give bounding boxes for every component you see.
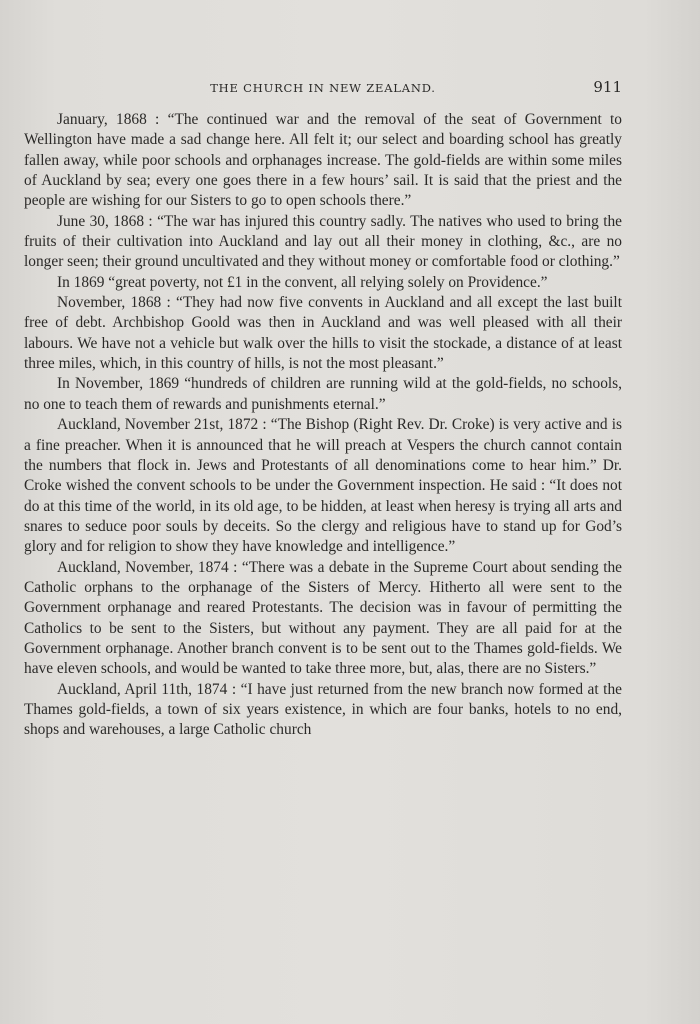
running-head bbox=[24, 79, 622, 97]
paragraph-november-1874: Auckland, November, 1874 : “There was a debate in the Supreme Court about sending the Catholic orphans to the orphanage of the Sisters of Mercy. Hitherto all were sent to the Government orphanage and reared Protestants. The decision was in favour of permitting the Catholics to be sent to the Sisters, but without any payment. They are all paid for at the Government orphanage. Another branch convent is to be sent out to the Thames gold-fields. We have eleven schools, and would be wanted to take three more, but, alas, there are no Sisters.” bbox=[24, 558, 622, 678]
page-number: 911 bbox=[593, 78, 622, 96]
paragraph-1869-poverty: In 1869 “great poverty, not £1 in the convent, all relying solely on Providence.” bbox=[57, 273, 548, 291]
paragraph-june-1868: June 30, 1868 : “The war has injured this country sadly. The natives who used to bring the fruits of their cultivation into Auckland and lay out all their money in clothing, &c., are no longer seen; their ground uncultivated and they without money or comfortable food or clothing.” bbox=[24, 212, 622, 271]
paragraph-november-1868: November, 1868 : “They had now five convents in Auckland and all except the last built free of debt. Archbishop Goold was then in Auckland and was well pleased with all their labours. We have not a vehicle but walk over the hills to visit the stockade, a distance of at least three miles, which, in this country of hills, is not the most pleasant.” bbox=[24, 294, 622, 373]
running-head-title: THE CHURCH IN NEW ZEALAND. bbox=[210, 81, 436, 95]
body-text bbox=[24, 110, 622, 741]
paragraph-january-1868: January, 1868 : “The continued war and the removal of the seat of Government to Wellington have made a sad change here. All felt it; our select and boarding school has greatly fallen away, while poor schools and orphanages increase. The gold-fields are within some miles of Auckland by sea; every one goes there in a few hours’ sail. It is said that the priest and the people are wishing for our Sisters to go to open schools there.” bbox=[24, 111, 622, 210]
paragraph-november-1869: In November, 1869 “hundreds of children are running wild at the gold-fields, no schools, no one to teach them of rewards and punishments eternal.” bbox=[24, 375, 622, 413]
paragraph-november-1872: Auckland, November 21st, 1872 : “The Bishop (Right Rev. Dr. Croke) is very active and is a fine preacher. When it is announced that he will preach at Vespers the church cannot contain the numbers that flock in. Jews and Protestants of all denominations come to hear him.” Dr. Croke wished the convent schools to be under the Government inspection. He said : “It does not do at this time of the world, in its old age, to be hidden, at least when heresy is trying all arts and snares to seduce poor souls by deceits. So the clergy and religious have to stand up for God’s glory and for religion to show they have knowledge and intelligence.” bbox=[24, 416, 622, 556]
paragraph-april-1874: Auckland, April 11th, 1874 : “I have just returned from the new branch now formed at the Thames gold-fields, a town of six years existence, in which are four banks, hotels to no end, shops and warehouses, a large Catholic church bbox=[24, 680, 622, 739]
